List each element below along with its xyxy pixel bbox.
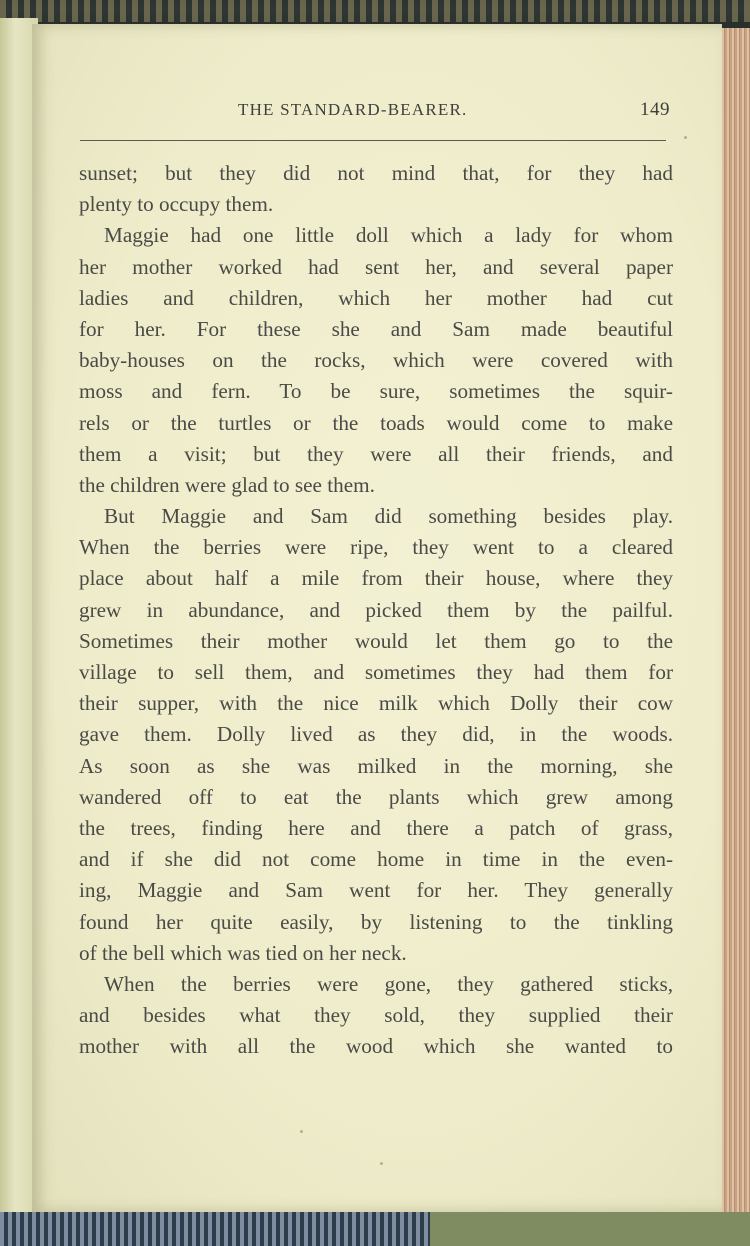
text-line: But Maggie and Sam did something besides play. bbox=[104, 504, 673, 529]
text-line: and besides what they sold, they supplied their bbox=[79, 1003, 673, 1028]
text-line: her mother worked had sent her, and several paper bbox=[79, 254, 673, 279]
text-line: moss and fern. To be sure, sometimes the squir- bbox=[79, 379, 673, 404]
page-header bbox=[80, 100, 670, 130]
text-line: village to sell them, and sometimes they had them for bbox=[79, 660, 673, 684]
paper-speck bbox=[684, 136, 687, 139]
text-line: their supper, with the nice milk which Dolly their cow bbox=[79, 691, 673, 716]
running-head: THE STANDARD-BEARER. bbox=[238, 100, 468, 119]
text-line: ing, Maggie and Sam went for her. They generally bbox=[79, 878, 673, 903]
book-cover-bottom bbox=[430, 1212, 750, 1246]
body-text bbox=[79, 158, 673, 1062]
text-line: As soon as she was milked in the morning, she bbox=[79, 753, 673, 778]
text-line: Maggie had one little doll which a lady for whom bbox=[104, 223, 673, 248]
text-line: wandered off to eat the plants which grew among bbox=[79, 784, 673, 809]
page-number: 149 bbox=[640, 99, 670, 120]
text-line: sunset; but they did not mind that, for they had bbox=[79, 161, 673, 185]
paper-speck bbox=[300, 1130, 303, 1133]
text-line: found her quite easily, by listening to the tinkling bbox=[79, 909, 673, 934]
text-line: Sometimes their mother would let them go to the bbox=[79, 628, 673, 653]
header-rule bbox=[80, 140, 666, 141]
text-line: rels or the turtles or the toads would come to make bbox=[79, 410, 673, 435]
text-line: When the berries were gone, they gathered sticks, bbox=[104, 971, 673, 996]
text-line: them a visit; but they were all their friends, and bbox=[79, 441, 673, 466]
text-line: ladies and children, which her mother had cut bbox=[79, 285, 673, 310]
text-line: mother with all the wood which she wanted to bbox=[79, 1034, 673, 1059]
text-line: plenty to occupy them. bbox=[79, 192, 274, 217]
text-line: the children were glad to see them. bbox=[79, 472, 375, 497]
text-line: and if she did not come home in time in the even- bbox=[79, 847, 673, 872]
text-line: place about half a mile from their house, where they bbox=[79, 566, 673, 591]
text-line: the trees, finding here and there a patch of grass, bbox=[79, 815, 673, 840]
book-binding-top bbox=[0, 0, 750, 22]
paper-speck bbox=[380, 1162, 383, 1165]
text-line: grew in abundance, and picked them by the pailful. bbox=[79, 597, 673, 622]
text-line: gave them. Dolly lived as they did, in the woods. bbox=[79, 722, 673, 747]
text-line: for her. For these she and Sam made beautiful bbox=[79, 316, 673, 341]
text-line: baby-houses on the rocks, which were covered with bbox=[79, 348, 673, 373]
text-line: When the berries were ripe, they went to a cleared bbox=[79, 535, 673, 560]
book-binding-bottom bbox=[0, 1212, 430, 1246]
text-line: of the bell which was tied on her neck. bbox=[79, 940, 407, 965]
